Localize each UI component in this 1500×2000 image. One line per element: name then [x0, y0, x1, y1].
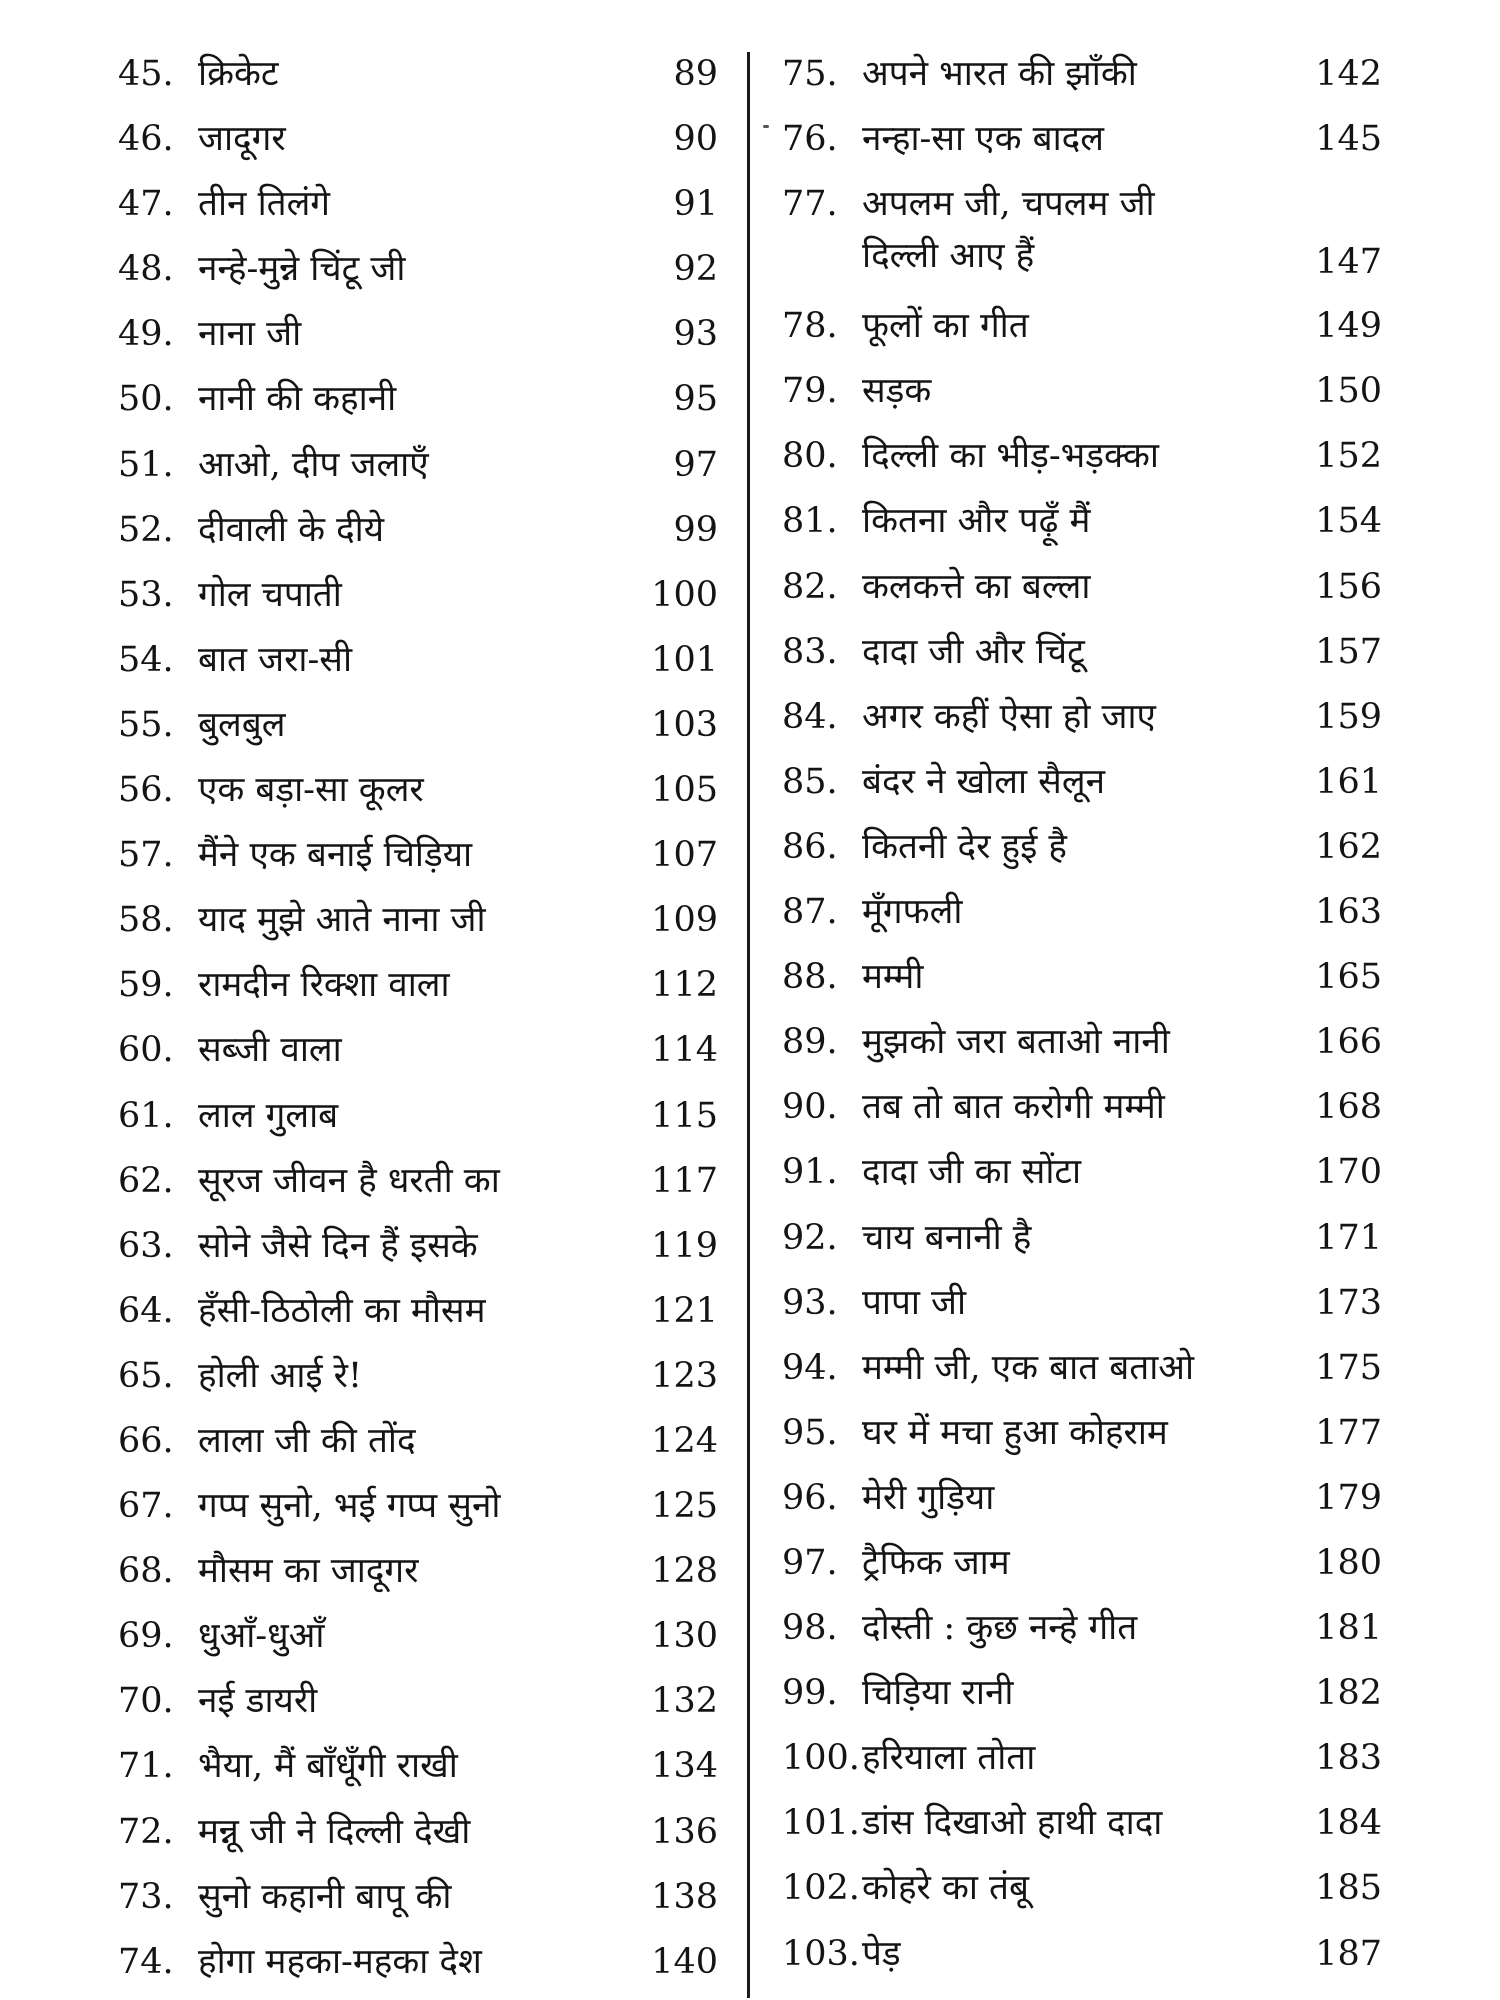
entry-number: 70. [118, 1681, 174, 1722]
entry-number: 55. [118, 704, 174, 745]
toc-entry [782, 1073, 1382, 1138]
entry-title: ट्रैफिक जाम [862, 1542, 1010, 1583]
entry-number: 69. [118, 1616, 174, 1657]
entry-page-number: 138 [651, 1876, 718, 1917]
entry-title: धुआँ-धुआँ [198, 1616, 325, 1657]
column-divider [747, 52, 750, 1998]
entry-title: बंदर ने खोला सैलून [862, 761, 1105, 802]
entry-title: चाय बनानी है [862, 1217, 1032, 1258]
entry-number: 90. [782, 1087, 838, 1128]
entry-number: 74. [118, 1941, 174, 1982]
entry-number: 96. [782, 1477, 838, 1518]
entry-title: दिल्ली का भीड़-भड़क्का [862, 436, 1159, 477]
entry-page-number: 136 [651, 1811, 718, 1852]
entry-page-number: 140 [651, 1941, 718, 1982]
entry-title: मुझको जरा बताओ नानी [862, 1022, 1170, 1063]
entry-page-number: 115 [651, 1095, 718, 1136]
entry-page-number: 157 [1315, 631, 1382, 672]
entry-number: 58. [118, 900, 174, 941]
entry-title: रामदीन रिक्शा वाला [198, 965, 450, 1006]
toc-entry [118, 821, 718, 886]
entry-title [862, 178, 1302, 282]
entry-page-number: 134 [651, 1746, 718, 1787]
toc-entry [118, 626, 718, 691]
toc-entry [118, 1602, 718, 1667]
entry-number: 89. [782, 1022, 838, 1063]
entry-number: 49. [118, 314, 174, 355]
toc-entry [118, 756, 718, 821]
toc-entry [118, 561, 718, 626]
toc-entry [118, 1016, 718, 1081]
entry-number: 56. [118, 770, 174, 811]
entry-title: सड़क [862, 371, 932, 412]
entry-page-number: 165 [1315, 957, 1382, 998]
entry-title: मम्मी जी, एक बात बताओ [862, 1347, 1195, 1388]
entry-page-number: 154 [1315, 501, 1382, 542]
toc-entry [782, 553, 1382, 618]
entry-title: भैया, मैं बाँधूँगी राखी [198, 1746, 458, 1787]
toc-left-column [118, 40, 718, 1993]
entry-number: 73. [118, 1876, 174, 1917]
entry-number: 80. [782, 436, 838, 477]
entry-title: फूलों का गीत [862, 306, 1029, 347]
entry-number: 95. [782, 1412, 838, 1453]
entry-page-number: 109 [651, 900, 718, 941]
entry-title: नन्हा-सा एक बादल [862, 119, 1104, 160]
entry-number: 86. [782, 826, 838, 867]
entry-title: दादा जी का सोंटा [862, 1152, 1082, 1193]
entry-number: 62. [118, 1160, 174, 1201]
entry-title: क्रिकेट [198, 54, 279, 94]
entry-title: पापा जी [862, 1282, 967, 1323]
entry-page-number: 112 [651, 965, 718, 1006]
entry-number: 51. [118, 444, 174, 485]
toc-entry [118, 40, 718, 105]
entry-number: 72. [118, 1811, 174, 1852]
entry-title: होली आई रे! [198, 1355, 363, 1396]
entry-page-number: 161 [1315, 761, 1382, 802]
entry-page-number: 163 [1315, 892, 1382, 933]
entry-title-line: दिल्ली आए हैं [862, 236, 1035, 277]
toc-entry [782, 943, 1382, 1008]
entry-page-number: 159 [1315, 696, 1382, 737]
toc-entry [118, 1863, 718, 1928]
entry-number: 82. [782, 566, 838, 607]
entry-page-number: 89 [673, 54, 718, 94]
entry-number: 81. [782, 501, 838, 542]
toc-entry [118, 365, 718, 430]
entry-title: मैंने एक बनाई चिड़िया [198, 835, 473, 876]
toc-entry [118, 170, 718, 235]
entry-number: 87. [782, 892, 838, 933]
toc-entry [782, 1138, 1382, 1203]
entry-page-number: 130 [651, 1616, 718, 1657]
entry-page-number: 125 [651, 1486, 718, 1527]
toc-entry [118, 1407, 718, 1472]
toc-entry [782, 1789, 1382, 1854]
toc-entry [118, 235, 718, 300]
toc-entry [118, 1342, 718, 1407]
entry-page-number: 182 [1315, 1673, 1382, 1714]
toc-entry [118, 1472, 718, 1537]
entry-number: 84. [782, 696, 838, 737]
toc-entry [118, 691, 718, 756]
entry-page-number: 107 [651, 835, 718, 876]
toc-entry [782, 1529, 1382, 1594]
entry-title: मेरी गुड़िया [862, 1477, 995, 1518]
entry-title: लाल गुलाब [198, 1095, 339, 1136]
toc-entry [118, 1537, 718, 1602]
entry-page-number: 149 [1315, 306, 1382, 347]
entry-number: 57. [118, 835, 174, 876]
toc-entry [782, 878, 1382, 943]
entry-page-number: 100 [651, 574, 718, 615]
entry-number: 85. [782, 761, 838, 802]
entry-title: तब तो बात करोगी मम्मी [862, 1087, 1165, 1128]
entry-title: सोने जैसे दिन हैं इसके [198, 1225, 478, 1266]
entry-title: मन्नू जी ने दिल्ली देखी [198, 1811, 471, 1852]
toc-entry [782, 357, 1382, 422]
entry-page-number: 114 [651, 1030, 718, 1071]
entry-title: बुलबुल [198, 704, 286, 745]
entry-number: 93. [782, 1282, 838, 1323]
entry-page-number: 187 [1315, 1933, 1382, 1974]
entry-number: 67. [118, 1486, 174, 1527]
entry-title: हरियाला तोता [862, 1738, 1036, 1779]
toc-entry [782, 105, 1382, 170]
entry-page-number: 103 [651, 704, 718, 745]
entry-title: अपने भारत की झाँकी [862, 54, 1137, 94]
toc-entry [782, 683, 1382, 748]
entry-title: सुनो कहानी बापू की [198, 1876, 452, 1917]
entry-page-number: 91 [673, 184, 718, 225]
entry-title: आओ, दीप जलाएँ [198, 444, 429, 485]
entry-title: दीवाली के दीये [198, 509, 385, 550]
entry-number: 99. [782, 1673, 838, 1714]
entry-title: कलकत्ते का बल्ला [862, 566, 1091, 607]
toc-entry [118, 300, 718, 365]
entry-number: 78. [782, 306, 838, 347]
entry-page-number: 150 [1315, 371, 1382, 412]
entry-page-number: 128 [651, 1551, 718, 1592]
entry-number: 91. [782, 1152, 838, 1193]
toc-entry [782, 170, 1382, 292]
entry-page-number: 152 [1315, 436, 1382, 477]
entry-number: 76. [782, 119, 838, 160]
toc-entry [782, 1334, 1382, 1399]
entry-page-number: 185 [1315, 1868, 1382, 1909]
entry-title: कितना और पढ़ूँ मैं [862, 501, 1091, 542]
entry-title: घर में मचा हुआ कोहराम [862, 1412, 1168, 1453]
toc-entry [118, 1147, 718, 1212]
entry-page-number: 184 [1315, 1803, 1382, 1844]
toc-entry [782, 1399, 1382, 1464]
entry-title: मूँगफली [862, 892, 963, 933]
entry-page-number: 119 [651, 1225, 718, 1266]
entry-page-number: 124 [651, 1420, 718, 1461]
toc-entry [118, 1732, 718, 1797]
toc-entry [782, 1008, 1382, 1073]
entry-title: लाला जी की तोंद [198, 1420, 416, 1461]
entry-page-number: 175 [1315, 1347, 1382, 1388]
toc-entry [118, 1277, 718, 1342]
entry-number: 79. [782, 371, 838, 412]
entry-number: 100. [782, 1738, 860, 1779]
toc-entry [118, 1082, 718, 1147]
toc-entry [782, 292, 1382, 357]
entry-title: मौसम का जादूगर [198, 1551, 419, 1592]
entry-number: 48. [118, 249, 174, 290]
entry-page-number: 121 [651, 1290, 718, 1331]
entry-number: 97. [782, 1542, 838, 1583]
entry-number: 63. [118, 1225, 174, 1266]
entry-number: 102. [782, 1868, 860, 1909]
entry-page-number: 105 [651, 770, 718, 811]
toc-entry [782, 618, 1382, 683]
entry-page-number: 156 [1315, 566, 1382, 607]
entry-number: 88. [782, 957, 838, 998]
toc-entry [782, 1854, 1382, 1919]
print-speck [763, 125, 769, 128]
entry-page-number: 123 [651, 1355, 718, 1396]
toc-entry [118, 1667, 718, 1732]
entry-title: नई डायरी [198, 1681, 318, 1722]
entry-title: नन्हे-मुन्ने चिंटू जी [198, 249, 406, 290]
entry-page-number: 180 [1315, 1542, 1382, 1583]
entry-title: दोस्ती : कुछ नन्हे गीत [862, 1608, 1138, 1649]
entry-title: नानी की कहानी [198, 379, 397, 420]
entry-number: 50. [118, 379, 174, 420]
entry-page-number: 93 [673, 314, 718, 355]
entry-number: 75. [782, 54, 838, 94]
toc-entry [782, 1724, 1382, 1789]
toc-entry [118, 886, 718, 951]
entry-number: 45. [118, 54, 174, 94]
entry-title: तीन तिलंगे [198, 184, 331, 225]
toc-entry [118, 951, 718, 1016]
toc-entry [782, 1204, 1382, 1269]
entry-number: 59. [118, 965, 174, 1006]
toc-entry [782, 1659, 1382, 1724]
entry-title: बात जरा-सी [198, 639, 353, 680]
toc-entry [118, 496, 718, 561]
toc-entry [782, 1920, 1382, 1985]
entry-title: गोल चपाती [198, 574, 342, 615]
entry-title-line: अपलम जी, चपलम जी [862, 184, 1155, 225]
entry-number: 66. [118, 1420, 174, 1461]
entry-number: 92. [782, 1217, 838, 1258]
entry-title: सब्जी वाला [198, 1030, 342, 1071]
entry-title: मम्मी [862, 957, 924, 998]
entry-title: गप्प सुनो, भई गप्प सुनो [198, 1486, 501, 1527]
entry-title: याद मुझे आते नाना जी [198, 900, 486, 941]
toc-entry [118, 1212, 718, 1277]
entry-title: अगर कहीं ऐसा हो जाए [862, 696, 1156, 737]
entry-title: दादा जी और चिंटू [862, 631, 1085, 672]
entry-title: नाना जी [198, 314, 302, 355]
toc-entry [782, 813, 1382, 878]
toc-entry [118, 1928, 718, 1993]
toc-entry [782, 487, 1382, 552]
toc-entry [118, 431, 718, 496]
entry-page-number: 95 [673, 379, 718, 420]
entry-number: 68. [118, 1551, 174, 1592]
entry-title: कोहरे का तंबू [862, 1868, 1029, 1909]
toc-entry [782, 1269, 1382, 1334]
toc-entry [782, 40, 1382, 105]
entry-title: जादूगर [198, 119, 286, 160]
entry-page-number: 173 [1315, 1282, 1382, 1323]
entry-page-number: 147 [1315, 242, 1382, 283]
entry-number: 65. [118, 1355, 174, 1396]
entry-title: डांस दिखाओ हाथी दादा [862, 1803, 1163, 1844]
entry-number: 47. [118, 184, 174, 225]
entry-number: 83. [782, 631, 838, 672]
entry-title: एक बड़ा-सा कूलर [198, 770, 424, 811]
entry-page-number: 168 [1315, 1087, 1382, 1128]
entry-page-number: 181 [1315, 1608, 1382, 1649]
entry-title: पेड़ [862, 1933, 901, 1974]
entry-page-number: 132 [651, 1681, 718, 1722]
entry-page-number: 145 [1315, 119, 1382, 160]
entry-number: 54. [118, 639, 174, 680]
toc-entry [118, 1798, 718, 1863]
entry-title: सूरज जीवन है धरती का [198, 1160, 500, 1201]
entry-number: 103. [782, 1933, 860, 1974]
entry-number: 53. [118, 574, 174, 615]
entry-page-number: 166 [1315, 1022, 1382, 1063]
entry-page-number: 177 [1315, 1412, 1382, 1453]
entry-number: 60. [118, 1030, 174, 1071]
toc-right-column [782, 40, 1382, 1985]
entry-page-number: 142 [1315, 54, 1382, 94]
toc-entry [782, 1594, 1382, 1659]
entry-page-number: 183 [1315, 1738, 1382, 1779]
entry-page-number: 92 [673, 249, 718, 290]
entry-number: 46. [118, 119, 174, 160]
toc-entry [782, 748, 1382, 813]
entry-title: चिड़िया रानी [862, 1673, 1014, 1714]
entry-number: 52. [118, 509, 174, 550]
entry-number: 64. [118, 1290, 174, 1331]
entry-number: 77. [782, 184, 838, 225]
entry-page-number: 101 [651, 639, 718, 680]
entry-number: 94. [782, 1347, 838, 1388]
entry-page-number: 179 [1315, 1477, 1382, 1518]
entry-page-number: 90 [673, 119, 718, 160]
entry-page-number: 170 [1315, 1152, 1382, 1193]
entry-page-number: 99 [673, 509, 718, 550]
entry-title: कितनी देर हुई है [862, 826, 1068, 867]
entry-title: हँसी-ठिठोली का मौसम [198, 1290, 486, 1331]
entry-page-number: 117 [651, 1160, 718, 1201]
entry-number: 71. [118, 1746, 174, 1787]
entry-page-number: 162 [1315, 826, 1382, 867]
toc-entry [782, 1464, 1382, 1529]
entry-page-number: 97 [673, 444, 718, 485]
toc-entry [118, 105, 718, 170]
entry-number: 98. [782, 1608, 838, 1649]
entry-page-number: 171 [1315, 1217, 1382, 1258]
entry-title: होगा महका-महका देश [198, 1941, 482, 1982]
toc-entry [782, 422, 1382, 487]
entry-number: 61. [118, 1095, 174, 1136]
entry-number: 101. [782, 1803, 860, 1844]
